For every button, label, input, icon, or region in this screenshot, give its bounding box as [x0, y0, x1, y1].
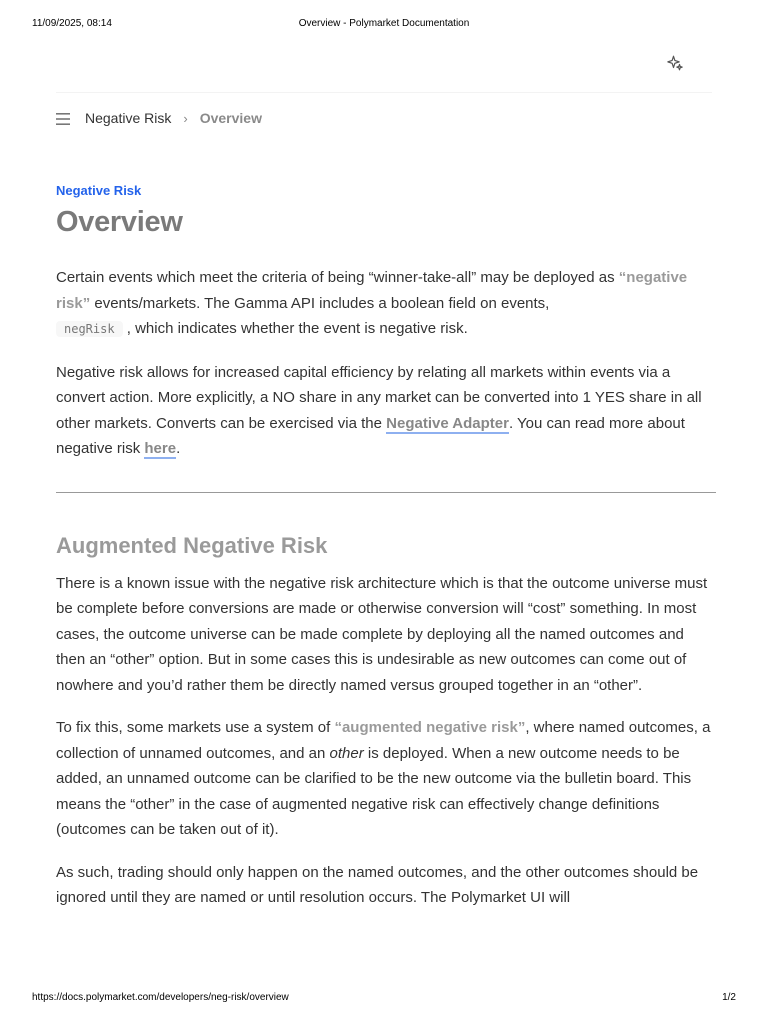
- text-run: , where named outcomes, a collection of unnamed outcomes, and an: [56, 719, 711, 762]
- intro-paragraph-2: [56, 360, 716, 462]
- print-header: [32, 18, 736, 32]
- here-link[interactable]: here: [144, 440, 177, 457]
- print-url: https://docs.polymarket.com/developers/neg-risk/overview: [32, 992, 289, 1003]
- sparkle-icon[interactable]: [666, 54, 684, 72]
- augmented-negative-risk-heading: Augmented Negative Risk: [56, 532, 328, 558]
- top-bar: [56, 40, 712, 93]
- text-run: . You can read more about negative risk: [56, 414, 685, 457]
- page-title: Overview: [56, 206, 183, 238]
- breadcrumb: [56, 108, 712, 128]
- print-datetime: 11/09/2025, 08:14: [32, 18, 112, 29]
- print-footer: [32, 992, 736, 1006]
- augmented-paragraph-3: As such, trading should only happen on the named outcomes, and the other outcomes should be ignored until they are named or until resolution occurs. The Polymarket UI will: [56, 863, 699, 906]
- text-run: Certain events which meet the criteria of being “winner-take-all” may be deployed as: [56, 269, 619, 286]
- breadcrumb-parent[interactable]: Negative Risk: [85, 110, 172, 126]
- page-number: 1/2: [722, 992, 736, 1003]
- other-emphasis: other: [329, 744, 364, 762]
- text-run: Negative risk allows for increased capital efficiency by relating all markets within events via a convert action. More explicitly, a NO share in any market can be converted into 1 YES share in all other markets. Converts can be exercised via the: [56, 363, 702, 432]
- print-doc-title: Overview - Polymarket Documentation: [298, 18, 470, 29]
- augmented-paragraph-1: There is a known issue with the negative risk architecture which is that the outcome universe must be complete before conversions are made or otherwise conversion will “cost” something. In most cases, the outcome universe can be made complete by deploying all the named outcomes and then an “other” option. But in some cases this is undesirable as new outcomes can come out of nowhere and you’d rather them be directly named versus grouped together in an “other”.: [56, 574, 708, 694]
- text-run: events/markets. The Gamma API includes a boolean field on events,: [90, 294, 550, 312]
- chevron-right-icon: ›: [183, 110, 188, 126]
- menu-icon[interactable]: [56, 112, 70, 124]
- text-run: , which indicates whether the event is negative risk.: [122, 320, 468, 337]
- text-run: To fix this, some markets use a system of: [56, 719, 335, 736]
- breadcrumb-current: Overview: [199, 110, 262, 126]
- augmented-negative-risk-term: “augmented negative risk”: [334, 719, 526, 736]
- intro-paragraph-1: [56, 265, 716, 343]
- negative-adapter-link[interactable]: Negative Adapter: [386, 414, 509, 432]
- text-run: is deployed. When a new outcome needs to be added, an unnamed outcome can be clarified to be the new outcome via the bulletin board. This means the “other” in the case of augmented negative risk can effectively change definitions (outcomes can be taken out of it).: [56, 744, 692, 838]
- negative-risk-term: “negative risk”: [56, 269, 688, 312]
- augmented-paragraph-2: [56, 715, 716, 843]
- negrisk-code: negRisk: [56, 321, 123, 337]
- section-eyebrow: Negative Risk: [56, 183, 142, 198]
- main-content: [56, 180, 716, 928]
- text-run: .: [176, 440, 181, 457]
- section-divider: [56, 492, 716, 493]
